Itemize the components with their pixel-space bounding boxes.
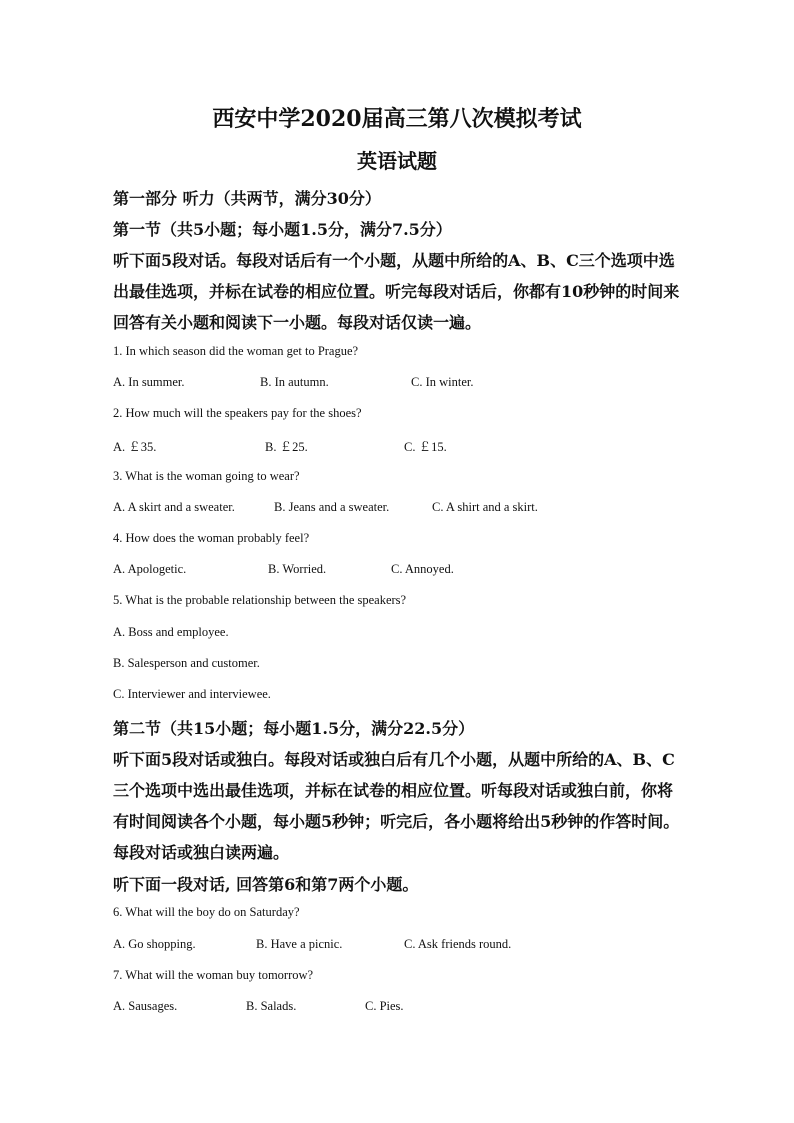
section1-instruction-line: 听下面5段对话。每段对话后有一个小题，从题中所给的A、B、C三个选项中选 bbox=[113, 251, 675, 270]
question-6: 6. What will the boy do on Saturday? bbox=[113, 905, 300, 919]
q4-option-c: C. Annoyed. bbox=[391, 562, 454, 576]
q7-option-a: A. Sausages. bbox=[113, 999, 178, 1013]
q4-option-b: B. Worried. bbox=[268, 562, 327, 576]
section2-instruction-line: 有时间阅读各个小题，每小题5秒钟；听完后，各小题将给出5秒钟的作答时间。 bbox=[113, 812, 680, 831]
q3-option-c: C. A shirt and a skirt. bbox=[432, 500, 538, 514]
q1-option-b: B. In autumn. bbox=[260, 375, 329, 389]
q3-option-a: A. A skirt and a sweater. bbox=[113, 500, 235, 514]
question-5: 5. What is the probable relationship between the speakers? bbox=[113, 593, 407, 607]
q5-option-a: A. Boss and employee. bbox=[113, 625, 229, 639]
q3-option-b: B. Jeans and a sweater. bbox=[274, 500, 390, 514]
q7-option-b: B. Salads. bbox=[246, 999, 297, 1013]
part1-heading: 第一部分 听力（共两节，满分30分） bbox=[113, 189, 381, 208]
section2-instruction-line: 三个选项中选出最佳选项，并标在试卷的相应位置。听每段对话或独白前，你将 bbox=[113, 781, 674, 800]
q6-option-c: C. Ask friends round. bbox=[404, 937, 512, 951]
q2-option-a: A. ￡35. bbox=[113, 440, 157, 454]
q2-option-b: B. ￡25. bbox=[265, 440, 308, 454]
dialog-prompt: 听下面一段对话, 回答第6和第7两个小题。 bbox=[113, 875, 419, 894]
q5-option-c: C. Interviewer and interviewee. bbox=[113, 687, 271, 701]
q6-option-b: B. Have a picnic. bbox=[256, 937, 343, 951]
section1-instruction-line: 出最佳选项，并标在试卷的相应位置。听完每段对话后，你都有10秒钟的时间来 bbox=[113, 282, 680, 301]
section2-instruction-line: 每段对话或独白读两遍。 bbox=[113, 843, 290, 862]
question-1: 1. In which season did the woman get to Prague? bbox=[113, 344, 359, 358]
q4-option-a: A. Apologetic. bbox=[113, 562, 187, 576]
q2-option-c: C. ￡15. bbox=[404, 440, 447, 454]
q5-option-b: B. Salesperson and customer. bbox=[113, 656, 260, 670]
q6-option-a: A. Go shopping. bbox=[113, 937, 196, 951]
exam-title: 西安中学2020届高三第八次模拟考试 bbox=[212, 106, 582, 132]
question-2: 2. How much will the speakers pay for the shoes? bbox=[113, 406, 362, 420]
section2-instruction-line: 听下面5段对话或独白。每段对话或独白后有几个小题，从题中所给的A、B、C bbox=[113, 750, 675, 769]
q7-option-c: C. Pies. bbox=[365, 999, 404, 1013]
exam-subtitle: 英语试题 bbox=[357, 149, 437, 173]
section2-heading: 第二节（共15小题；每小题1.5分，满分22.5分） bbox=[113, 719, 475, 738]
question-7: 7. What will the woman buy tomorrow? bbox=[113, 968, 314, 982]
section1-heading: 第一节（共5小题；每小题1.5分，满分7.5分） bbox=[113, 220, 452, 239]
section1-instruction-line: 回答有关小题和阅读下一小题。每段对话仅读一遍。 bbox=[113, 313, 482, 332]
q1-option-c: C. In winter. bbox=[411, 375, 474, 389]
q1-option-a: A. In summer. bbox=[113, 375, 185, 389]
question-3: 3. What is the woman going to wear? bbox=[113, 469, 300, 483]
question-4: 4. How does the woman probably feel? bbox=[113, 531, 310, 545]
